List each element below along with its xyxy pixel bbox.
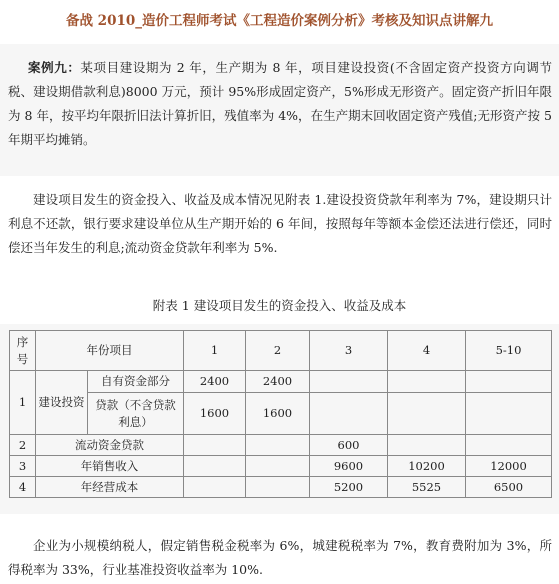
table-cell: 10200 — [388, 456, 466, 477]
row-sub-label: 贷款（不含贷款利息） — [88, 393, 184, 435]
table-row — [10, 393, 552, 435]
table-cell: 1600 — [184, 393, 246, 435]
table-cell: 12000 — [466, 456, 552, 477]
header-item: 年份项目 — [36, 331, 184, 371]
table-cell: 600 — [310, 435, 388, 456]
header-year: 1 — [184, 331, 246, 371]
table-cell — [310, 393, 388, 435]
table-row — [10, 456, 552, 477]
table-cell — [388, 435, 466, 456]
table-cell: 9600 — [310, 456, 388, 477]
row-group-label: 建设投资 — [36, 371, 88, 435]
case-label: 案例九： — [28, 60, 81, 75]
loan-terms-paragraph: 建设项目发生的资金投入、收益及成本情况见附表 1.建设投资贷款年利率为 7%，建设期只计利息不还款，银行要求建设单位从生产期开始的 6 年间，按照每年等额本金偿还法进行偿还，同时偿还当年发生的利息;流动资金贷款年利率为 5%. — [8, 192, 552, 255]
row-label: 年经营成本 — [36, 477, 184, 498]
table-cell — [388, 371, 466, 393]
row-label: 流动资金贷款 — [36, 435, 184, 456]
header-seq: 序号 — [10, 331, 36, 371]
table-header-row — [10, 331, 552, 371]
header-year: 2 — [246, 331, 310, 371]
header-year: 4 — [388, 331, 466, 371]
table-cell — [184, 477, 246, 498]
table-row — [10, 371, 552, 393]
row-sub-label: 自有资金部分 — [88, 371, 184, 393]
table-cell — [466, 393, 552, 435]
table-cell — [466, 371, 552, 393]
table-cell: 5525 — [388, 477, 466, 498]
table-cell — [246, 456, 310, 477]
table-cell — [466, 435, 552, 456]
row-seq: 1 — [10, 371, 36, 435]
header-year: 3 — [310, 331, 388, 371]
row-label: 年销售收入 — [36, 456, 184, 477]
table-cell — [184, 456, 246, 477]
investment-table — [9, 330, 552, 498]
table-row — [10, 477, 552, 498]
page-title: 备战 2010_造价工程师考试《工程造价案例分析》考核及知识点讲解九 — [65, 13, 494, 29]
table-cell — [310, 371, 388, 393]
table-row — [10, 435, 552, 456]
row-seq: 3 — [10, 456, 36, 477]
table-cell: 1600 — [246, 393, 310, 435]
table-cell — [388, 393, 466, 435]
tax-rates-paragraph: 企业为小规模纳税人，假定销售税金税率为 6%，城建税税率为 7%，教育费附加为 3%，所得税率为 33%，行业基准投资收益率为 10%. — [8, 538, 552, 577]
header-year: 5-10 — [466, 331, 552, 371]
case-intro-paragraph — [8, 56, 552, 152]
table-caption: 附表 1 建设项目发生的资金投入、收益及成本 — [152, 298, 407, 313]
case-intro-text: 某项目建设期为 2 年，生产期为 8 年，项目建设投资(不含固定资产投资方向调节税、建设期借款利息)8000 万元，预计 95%形成固定资产，5%形成无形资产。固定资产折旧年限为 8 年，按平均年限折旧法计算折旧，残值率为 4%，在生产期末回收固定资产残值;无形资产按 5 年期平均摊销。 — [8, 60, 552, 147]
table-cell — [184, 435, 246, 456]
table-cell — [246, 435, 310, 456]
row-seq: 2 — [10, 435, 36, 456]
table-cell: 2400 — [184, 371, 246, 393]
row-seq: 4 — [10, 477, 36, 498]
table-cell: 6500 — [466, 477, 552, 498]
table-cell: 5200 — [310, 477, 388, 498]
table-cell — [246, 477, 310, 498]
table-cell: 2400 — [246, 371, 310, 393]
